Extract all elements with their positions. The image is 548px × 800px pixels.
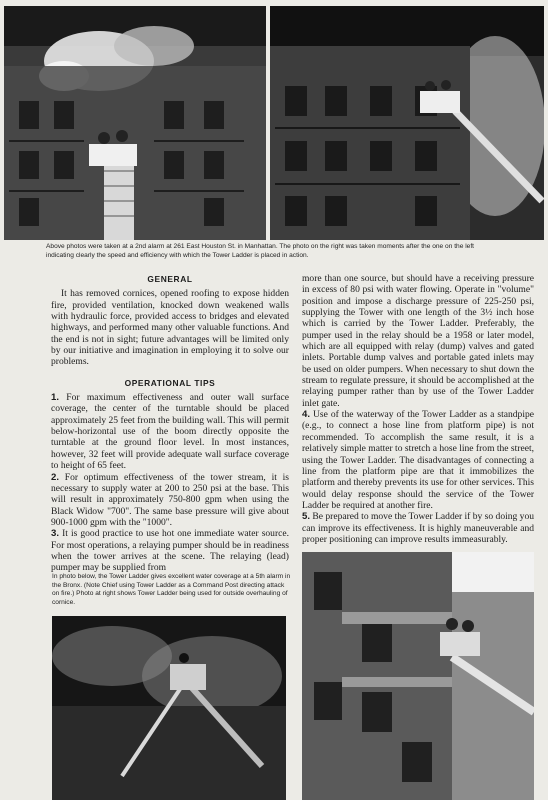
tip-1 [51,392,289,471]
fire-building-photo-left [4,6,266,240]
right-column [302,273,534,545]
tip-text: It is good practice to use hot one immediate water source. For most operations, a relaying pumper should be in readiness when the tower arrives at the scene. The relaying (lead) pumper may be supplied from [51,528,289,574]
cornice-overhaul-photo [302,552,534,800]
general-heading: GENERAL [147,274,193,284]
tip-text: For maximum effectiveness and outer wall surface coverage, the center of the turntable should be placed approximately 25 feet from the building wall. This will permit below-horizontal use of the boom directly opposite the turntable at the ground floor level. In most instances, however, 32 feet will provide adequate wall surface coverage to height of 65 feet. [51,392,289,472]
tip-text: For optimum effectiveness of the tower stream, it is necessary to supply water at 200 to 250 psi at the base. This will result in approximately 750-800 gpm when using the Black Widow "700". The same base pressure will give about 900-1000 gpm with the "1000". [51,471,289,528]
top-photos-caption: Above photos were taken at a 2nd alarm at 261 East Houston St. in Manhattan. The photo on the right was taken moments after the one on the left indicating clearly the speed and efficiency with which the Tower Ladder is placed in action. [46,243,475,259]
tip-5 [302,511,534,545]
tip-number: 2. [51,471,60,483]
tip-number: 4. [302,409,311,421]
tip-text: Use of the waterway of the Tower Ladder as a standpipe (e.g., to connect a hose line from platform pipe) is not recommended. To accomplish the same result, it is a relatively simple matter to stretch a hose line from the street, using the Tower Ladder. The disadvantages of connecting a line from the platform pipe are that it immobilizes the platform and thereby prevents its use for other services. This would delay response should the service of the Tower Ladder be required at another fire. [302,409,534,511]
left-column [51,274,289,574]
fire-building-photo-right [270,6,544,240]
bottom-photos-caption: In photo below, the Tower Ladder gives excellent water coverage at a 5th alarm in the Bronx. (Note Chief using Tower Ladder as a Command Post directing attack on fire.) Photo at right shows Tower Ladder being used for outside overhauling of cornice. [52,573,291,606]
bronx-fire-photo [52,616,286,800]
tip-text: Be prepared to move the Tower Ladder if by so doing you can improve its effectiveness. It is highly maneuverable and proper positioning can improve results immeasurably. [302,511,534,545]
tip-4 [302,409,534,511]
tip-3-continuation: more than one source, but should have a receiving pressure in excess of 80 psi with water flowing. Operate in "volume" position and impose a discharge pressure of 225-250 psi, supplying the Tower with one length of the 3½ inch hose which is carried by the Tower Ladder. Preferably, the pumper used in the relay should be a 1958 or later model, which are all equipped with relay (dump) valves and gated inlets. Portable dump valves and portable gated inlets may be used on older pumpers. When necessary to shut down the stream to regulate pressure, it should be accomplished at the relaying pumper rather than by use of the Tower Ladder inlet gate. [302,273,534,409]
tip-number: 5. [302,511,311,523]
general-paragraph: It has removed cornices, opened roofing to expose hidden fire, provided ventilation, knocked down weakened walls with hydraulic force, provided access to bridges and elevated highways, and performed many other valuable functions. And the end is not in sight; future advantages will be limited only by our initiative and imagination in employing it to solve our problems. [51,288,289,368]
tip-number: 1. [51,392,60,404]
operational-tips-heading: OPERATIONAL TIPS [124,377,216,388]
tip-2 [51,472,289,529]
tip-number: 3. [51,528,60,540]
tip-3 [51,528,289,573]
